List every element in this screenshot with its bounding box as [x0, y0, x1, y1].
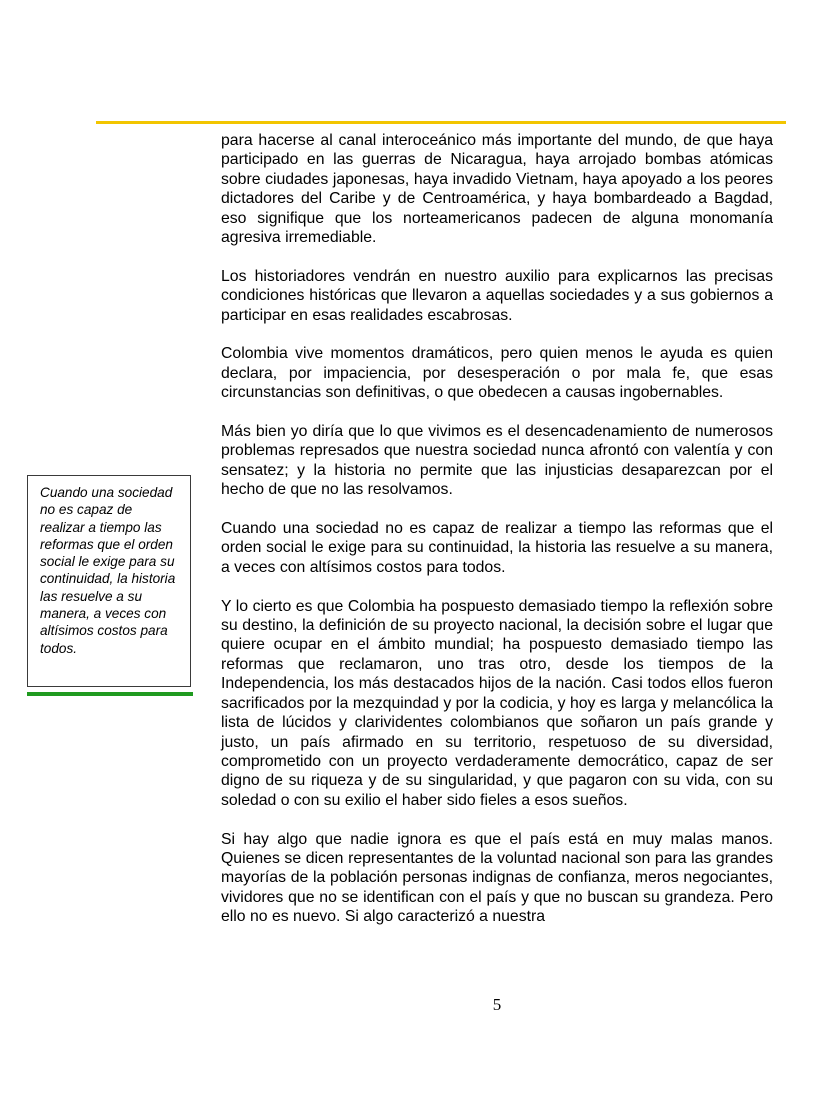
paragraph: Si hay algo que nadie ignora es que el país está en muy malas manos. Quienes se dicen representantes de la voluntad nacional son para las grandes mayorías de la población personas indignas de confianza, meros negociantes, vividores que no se identifican con el país y que no buscan su grandeza. Pero ello no es nuevo. Si algo caracterizó a nuestra: [221, 830, 773, 926]
body-text: [221, 131, 773, 927]
paragraph: Cuando una sociedad no es capaz de realizar a tiempo las reformas que el orden social le exige para su continuidad, la historia las resuelve a su manera, a veces con altísimos costos para todos.: [221, 520, 773, 576]
page-number: 5: [492, 995, 502, 1014]
top-divider-rule: [96, 121, 786, 124]
paragraph: Más bien yo diría que lo que vivimos es el desencadenamiento de numerosos problemas represados que nuestra sociedad nunca afrontó con valentía y con sensatez; y la historia no permite que las injusticias desaparezcan por el hecho de que no las resolvamos.: [221, 423, 773, 499]
pullquote-underline-rule: [27, 692, 193, 696]
pullquote-box: [27, 475, 191, 687]
paragraph: Y lo cierto es que Colombia ha pospuesto demasiado tiempo la reflexión sobre su destino, la definición de su proyecto nacional, la decisión sobre el lugar que quiere ocupar en el ámbito mundial; ha pospuesto demasiado tiempo las reformas que reclamaron, uno tras otro, desde los tiempos de la Independencia, los más destacados hijos de la nación. Casi todos ellos fueron sacrificados por la mezquindad y por la codicia, y hoy es larga y melancólica la lista de lúcidos y clarividentes colombianos que soñaron un país grande y justo, un país afirmado en su territorio, respetuoso de su diversidad, comprometido con un proyecto verdaderamente democrático, capaz de ser digno de su riqueza y de su singularidad, y que pagaron con su vida, con su soledad o con su exilio el haber sido fieles a esos sueños.: [221, 597, 773, 809]
pullquote-text: Cuando una sociedad no es capaz de realizar a tiempo las reformas que el orden social le exige para su continuidad, la historia las resuelve a su manera, a veces con altísimos costos para todos.: [40, 485, 176, 656]
paragraph: Colombia vive momentos dramáticos, pero quien menos le ayuda es quien declara, por impaciencia, por desesperación o por mala fe, que esas circunstancias son definitivas, o que obedecen a causas ingobernables.: [221, 345, 773, 402]
paragraph: para hacerse al canal interoceánico más importante del mundo, de que haya participado en las guerras de Nicaragua, haya arrojado bombas atómicas sobre ciudades japonesas, haya invadido Vietnam, haya apoyado a los peores dictadores del Caribe y de Centroamérica, y haya bombardeado a Bagdad, eso signifique que los norteamericanos padecen de alguna monomanía agresiva irremediable.: [221, 132, 773, 247]
paragraph: Los historiadores vendrán en nuestro auxilio para explicarnos las precisas condiciones históricas que llevaron a aquellas sociedades y a sus gobiernos a participar en esas realidades escabrosas.: [221, 267, 773, 324]
